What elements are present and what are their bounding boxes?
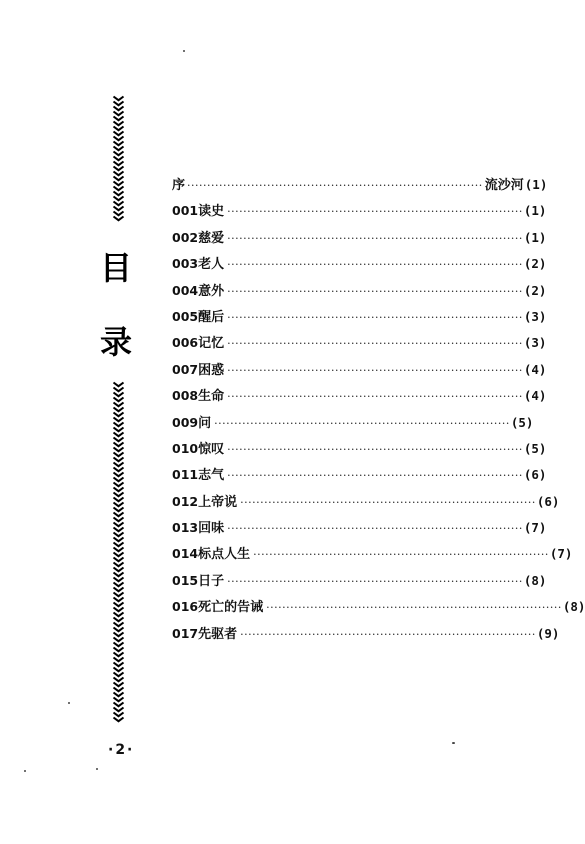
leader-dots: ·········································································· (227, 574, 523, 588)
toc-entries (172, 200, 585, 649)
page-ref: (7) (549, 546, 573, 562)
entry-number: 017 (172, 625, 199, 641)
scan-speck (183, 50, 185, 52)
toc-row (172, 200, 547, 226)
leader-dots: ·········································································· (227, 469, 523, 483)
entry-title: 记忆 (198, 336, 225, 352)
entry-title: 惊叹 (198, 441, 225, 457)
decorative-chevron-border-bottom (108, 382, 128, 722)
leader-dots: ·········································································· (227, 231, 523, 245)
toc-row (172, 623, 560, 649)
toc-row (172, 596, 585, 622)
toc-row-preface (172, 174, 548, 200)
entry-title: 标点人生 (198, 547, 251, 563)
entry-number: 015 (172, 572, 199, 588)
entry-title: 志气 (198, 468, 225, 484)
leader-dots: ·········································································· (227, 337, 523, 351)
entry-title: 日子 (198, 573, 225, 589)
toc-row (172, 306, 547, 332)
page-ref: (1) (523, 203, 547, 219)
entry-number: 002 (172, 229, 199, 245)
entry-number: 013 (172, 520, 199, 536)
scan-speck (24, 770, 26, 772)
entry-title: 先驱者 (198, 626, 238, 642)
leader-dots: ·········································································· (227, 363, 523, 377)
title-char-mu: 目 (99, 249, 132, 287)
toc-row (172, 464, 547, 490)
page-ref: (9) (536, 625, 560, 641)
page-ref: (2) (523, 282, 547, 298)
page-ref: (4) (523, 361, 547, 377)
toc-row (172, 359, 547, 385)
toc-row (172, 332, 547, 358)
entry-title: 死亡的告诫 (198, 600, 264, 616)
entry-number: 011 (172, 467, 199, 483)
leader-dots: ·········································································· (227, 522, 523, 536)
leader-dots: ·········································································· (240, 495, 536, 509)
chevron-down-icon (113, 216, 124, 221)
leader-dots: ·········································································· (227, 390, 523, 404)
entry-number: 001 (172, 203, 199, 219)
leader-dots: ·········································································· (187, 179, 483, 192)
page-ref: (1) (524, 177, 548, 192)
page-ref: (2) (523, 256, 547, 272)
entry-number: 006 (172, 335, 199, 351)
entry-number: 009 (172, 414, 199, 430)
leader-dots: ·········································································· (227, 442, 523, 456)
toc-row (172, 517, 547, 543)
entry-title: 困惑 (198, 362, 225, 378)
toc-row (172, 543, 573, 569)
entry-number: 016 (172, 599, 199, 615)
leader-dots: ·········································································· (214, 416, 510, 430)
page-ref: (8) (523, 572, 547, 588)
entry-number: 003 (172, 256, 199, 272)
leader-dots: ·········································································· (227, 284, 523, 298)
entry-number: 008 (172, 388, 199, 404)
page-ref: (6) (536, 493, 560, 509)
page-ref: (4) (523, 388, 547, 404)
leader-dots: ·········································································· (227, 205, 523, 219)
toc-row (172, 385, 547, 411)
toc-row (172, 412, 534, 438)
toc-row (172, 438, 547, 464)
preface-author: 流沙河 (484, 178, 524, 193)
page-ref: (1) (523, 229, 547, 245)
entry-title: 上帝说 (198, 494, 238, 510)
entry-number: 012 (172, 493, 199, 509)
page-ref: (5) (523, 440, 547, 456)
page-number: ·2· (108, 742, 135, 758)
page-ref: (7) (523, 520, 547, 536)
leader-dots: ·········································································· (240, 627, 536, 641)
entry-title: 老人 (198, 257, 225, 273)
entry-title: 读史 (198, 204, 225, 220)
page-ref: (8) (562, 599, 585, 615)
toc-row (172, 570, 547, 596)
scan-speck (452, 742, 455, 744)
page-ref: (6) (523, 467, 547, 483)
title-char-lu: 录 (99, 323, 132, 361)
scan-speck (68, 702, 70, 704)
entry-number: 010 (172, 440, 199, 456)
page-ref: (5) (510, 414, 534, 430)
entry-title: 意外 (198, 283, 225, 299)
page-ref: (3) (523, 335, 547, 351)
page-ref: (3) (523, 308, 547, 324)
entry-title: 问 (198, 415, 212, 431)
toc-row (172, 227, 547, 253)
scan-speck (96, 768, 98, 770)
entry-title: 回味 (198, 521, 225, 537)
entry-number: 014 (172, 546, 199, 562)
entry-title: 慈爱 (198, 230, 225, 246)
entry-number: 004 (172, 282, 199, 298)
toc-row (172, 280, 547, 306)
entry-number: 007 (172, 361, 199, 377)
entry-title: 醒后 (198, 309, 225, 325)
entry-number: 005 (172, 308, 199, 324)
decorative-chevron-border-top (108, 96, 128, 224)
toc-row (172, 253, 547, 279)
leader-dots: ·········································································· (266, 601, 562, 615)
entry-title: 生命 (198, 389, 225, 405)
chevron-down-icon (113, 717, 124, 722)
leader-dots: ·········································································· (227, 258, 523, 272)
leader-dots: ·········································································· (227, 310, 523, 324)
table-of-contents (172, 174, 585, 649)
leader-dots: ·········································································· (253, 548, 549, 562)
toc-row (172, 491, 560, 517)
preface-label: 序 (172, 178, 186, 193)
